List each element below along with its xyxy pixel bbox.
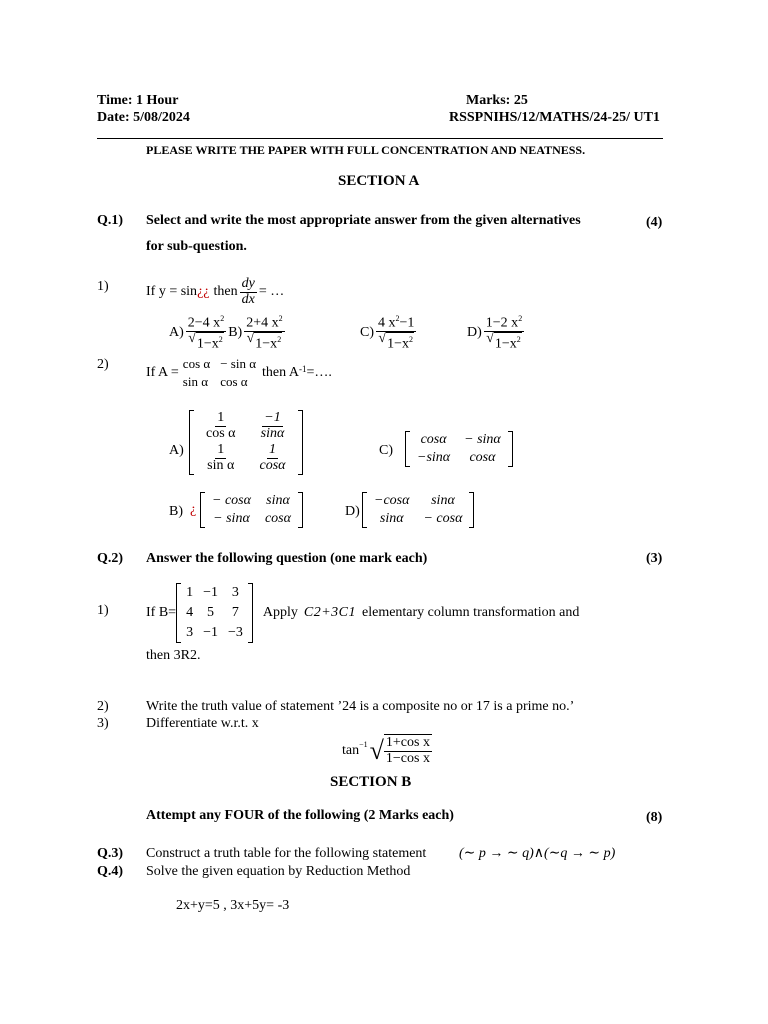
matrix-cell: − sinα [464,432,501,447]
matrix-a-cell: cos α [220,374,248,389]
q2-sub1-line2: then 3R2. [146,648,201,663]
option-a-num: 2−4 x [187,315,221,331]
option-d-num: 1−2 x [485,315,519,331]
option-c-label: C) [360,325,374,340]
q2-sub2-text: Write the truth value of statement ’24 is a composite no or 17 is a prime no.’ [146,699,575,714]
q2-sub1-number: 1) [97,603,109,618]
q2-marks: (3) [646,551,663,566]
q1-sub1-number: 1) [97,279,109,294]
q2-sub1-question [146,583,579,643]
matrix-cell: 3 [186,625,194,640]
q1-sub1-dydx [240,277,257,307]
matrix-cell: sinα [431,493,455,508]
radical-icon: √ $1-x^2$ [188,331,223,352]
sqrt-icon: √ $\frac{\text{1+cos x}}{\text{1−cos x}}$ [370,734,432,768]
section-b-marks: (8) [646,810,663,825]
q1-sub2-option-c-label: C) [379,443,393,458]
radical-icon: √ $1-x^2$ [378,331,413,352]
q2-label: Q.2) [97,551,124,566]
matrix-cell: −sinα [417,450,451,465]
q1-sub2-question [146,355,332,391]
q1-sub1-question [146,277,284,307]
q1-sub2-option-b-label: B) [169,504,183,519]
option-d-fraction [484,315,524,351]
option-c-num-tail: −1 [399,315,415,331]
option-b-den: 1−x [255,337,278,352]
q1-sub2-option-a-matrix [189,410,303,475]
q3-label: Q.3) [97,846,124,861]
matrix-cell: −1 [203,585,218,600]
tan-inverse-sup: −1 [359,739,368,749]
matrix-cell: sin α [207,458,235,474]
q1-sub1-option-d [467,315,526,351]
matrix-cell: − sinα [213,511,250,526]
q3-expression: (∼ p → ∼ q)∧(∼q → ∼ p) [459,846,616,861]
q1-sub2-suffix: =…. [306,365,332,380]
header-divider [97,138,663,139]
option-a-fraction [186,315,226,351]
matrix-cell: sinα [266,493,290,508]
option-d-label: D) [467,325,482,340]
q1-sub2-then: then A [262,365,299,380]
square-sup: 2 [277,335,282,345]
square-sup: 2 [395,314,400,323]
tan-text: tan [342,743,360,758]
dx-text: dx [241,291,255,307]
q1-sub2-option-b-matrix [200,492,303,528]
dy-text: dy [241,276,255,291]
matrix-cell: sinα [379,511,404,526]
matrix-cell: cosα [264,511,291,526]
matrix-cell: cosα [420,432,447,447]
matrix-cell: −1 [264,410,281,425]
q1-sub2-option-c-matrix [405,431,513,467]
time-label: Time: 1 Hour [97,93,179,108]
section-b-title: SECTION B [330,774,412,790]
q1-label: Q.1) [97,213,124,228]
matrix-cell: 1 [217,410,225,425]
option-b-num: 2+4 x [246,315,279,331]
matrix-cell: 1 [217,442,225,458]
matrix-a [183,355,256,391]
q1-sub1-prefix: If y = sin [146,284,198,300]
matrix-cell: 1 [269,442,276,458]
matrix-cell: sinα [260,425,285,441]
q1-sub2-option-a-label: A) [169,443,184,458]
q2-sub2-number: 2) [97,699,109,714]
q2-sub1-apply: Apply [262,605,298,620]
q1-sub1-options-ab [169,315,287,351]
option-c-den: 1−x [387,337,409,352]
matrix-cell: cos α [206,425,236,441]
inverse-sup: -1 [298,364,307,374]
q1-text-line1: Select and write the most appropriate answer from the given alternatives [146,213,581,228]
q2-sub3-text: Differentiate w.r.t. x [146,716,259,731]
q1-sub2-option-d-label: D) [345,504,360,519]
q1-sub1-glitch: ¿¿ [197,284,210,300]
matrix-a-cell: sin α [182,374,209,389]
matrix-cell: −cosα [374,493,410,508]
matrix-cell: −1 [203,625,218,640]
matrix-cell: 3 [231,585,239,600]
q3-text: Construct a truth table for the following statement [146,846,427,861]
matrix-cell: 5 [207,605,215,620]
q1-sub2-prefix: If A = [146,365,179,380]
q1-sub2-option-d-matrix [362,492,474,528]
matrix-cell: cosα [259,458,286,474]
square-sup: 2 [278,314,283,323]
matrix-cell: − cosα [423,511,463,526]
q2-sub3-expression [342,734,432,768]
matrix-b [176,583,253,643]
q1-sub1-suffix: = … [258,284,285,300]
q1-sub2-option-b-glitch: ¿ [190,502,197,517]
q4-label: Q.4) [97,864,124,879]
q2-sub3-number: 3) [97,716,109,731]
paper-code: RSSPNIHS/12/MATHS/24-25/ UT1 [449,110,660,125]
radical-icon: √ $1-x^2$ [246,331,282,352]
square-sup: 2 [516,335,521,345]
square-sup: 2 [218,335,223,345]
option-c-num: 4 x [378,315,396,331]
option-b-label: B) [228,325,243,340]
section-b-instruction: Attempt any FOUR of the following (2 Marks each) [146,808,454,823]
date-label: Date: 5/08/2024 [97,110,190,125]
sqrt-numerator: 1+cos x [385,735,430,750]
q4-text: Solve the given equation by Reduction Method [146,864,411,879]
matrix-a-cell: − sin α [220,356,257,371]
instruction-text: PLEASE WRITE THE PAPER WITH FULL CONCENTRATION AND NEATNESS. [146,143,586,157]
square-sup: 2 [518,314,523,323]
matrix-cell: 4 [186,605,194,620]
q2-sub1-operation: C2+3C1 [303,605,356,620]
section-a-title: SECTION A [338,173,420,189]
q1-marks: (4) [646,215,663,230]
matrix-cell: − cosα [212,493,251,508]
q2-text: Answer the following question (one mark each) [146,551,428,566]
option-a-den: 1−x [196,337,219,352]
q1-sub1-option-c [360,315,418,351]
matrix-cell: −3 [227,625,243,640]
q4-equation: 2x+y=5 , 3x+5y= -3 [176,898,290,913]
marks-label: Marks: 25 [466,93,528,108]
q2-sub1-rest: elementary column transformation and [362,605,580,620]
q2-sub1-prefix: If B= [146,605,177,620]
square-sup: 2 [220,314,225,323]
q1-sub1-then: then [213,284,238,300]
option-c-fraction [376,315,416,351]
sqrt-denominator: 1−cos x [385,750,430,766]
option-d-den: 1−x [494,337,517,352]
matrix-cell: 7 [231,605,239,620]
q1-sub2-number: 2) [97,357,109,372]
matrix-cell: cosα [469,450,496,465]
radical-icon: √ $1-x^2$ [486,331,521,352]
matrix-cell: 1 [186,585,194,600]
square-sup: 2 [409,335,413,345]
option-b-fraction [244,315,284,351]
matrix-a-cell: cos α [182,356,211,371]
q1-text-line2: for sub-question. [146,239,247,254]
option-a-label: A) [169,325,184,340]
